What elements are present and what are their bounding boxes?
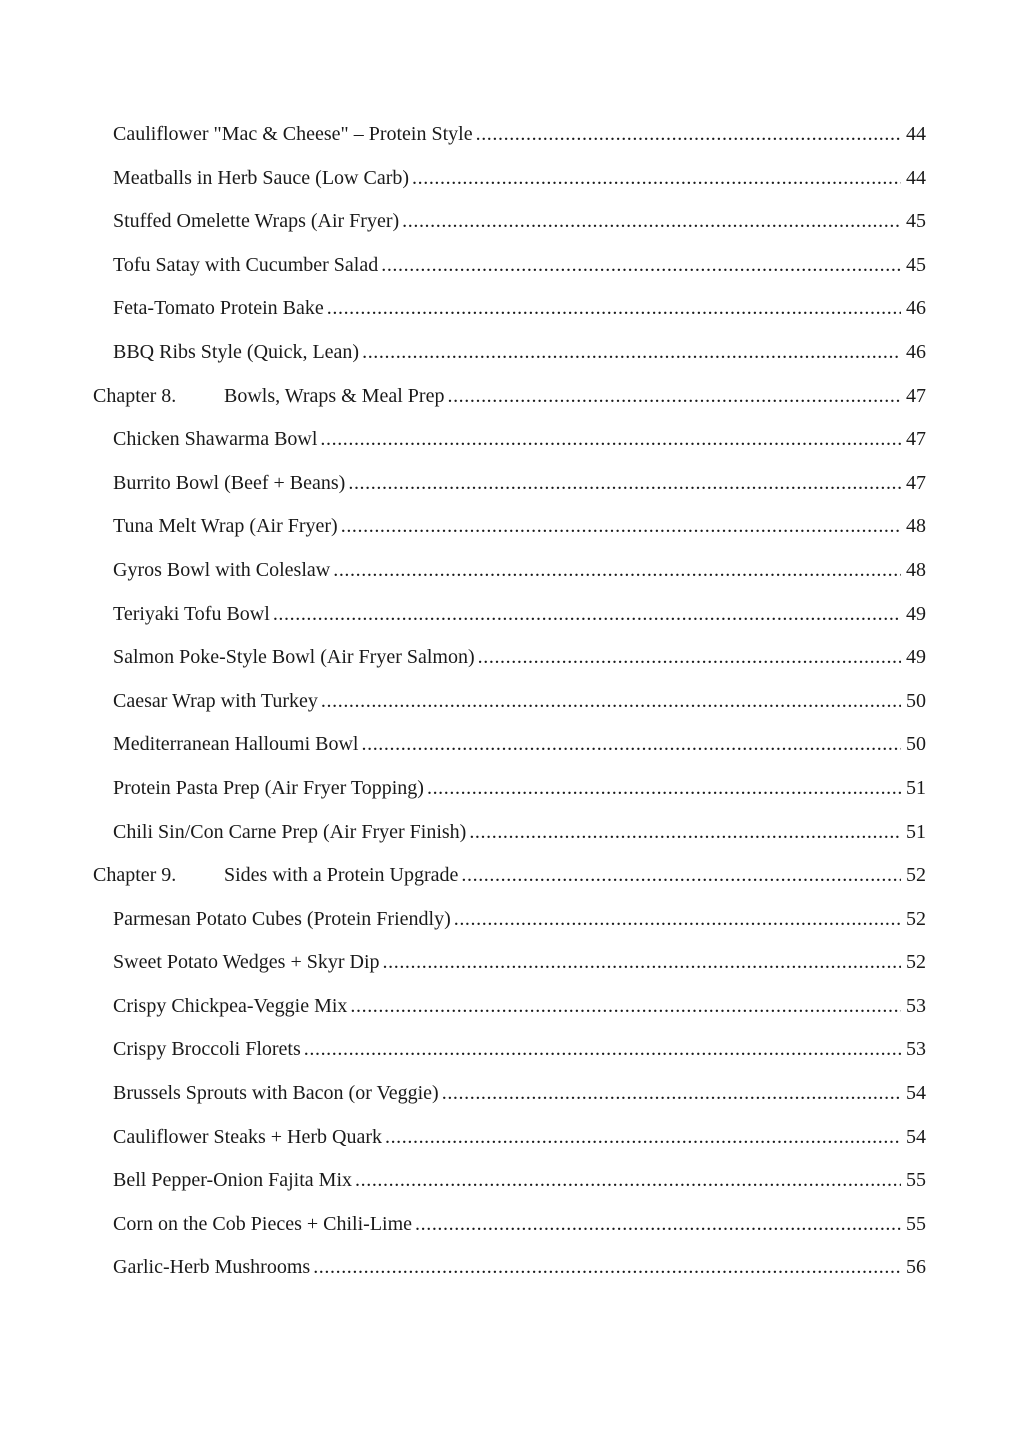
page-number: 55	[906, 1212, 926, 1235]
toc-row-content	[113, 1072, 926, 1116]
page-number: 53	[906, 994, 926, 1017]
entry-title: Parmesan Potato Cubes (Protein Friendly)	[113, 907, 451, 930]
entry-title: Crispy Chickpea-Veggie Mix	[113, 994, 348, 1017]
toc-row-content	[113, 1116, 926, 1160]
entry-title: Chili Sin/Con Carne Prep (Air Fryer Finish)	[113, 820, 467, 843]
page-number: 48	[906, 515, 926, 538]
page-number: 52	[906, 864, 926, 887]
dot-leader	[333, 549, 901, 593]
toc-entry-row[interactable]	[0, 331, 1019, 375]
toc-row-content	[93, 375, 926, 419]
entry-title: Gyros Bowl with Coleslaw	[113, 558, 331, 581]
page-number: 56	[906, 1256, 926, 1279]
dot-leader	[362, 723, 902, 767]
dot-leader	[476, 113, 901, 157]
table-of-contents	[0, 113, 1019, 1290]
dot-leader	[273, 593, 901, 637]
dot-leader	[320, 418, 901, 462]
toc-row-content	[93, 854, 926, 898]
toc-entry-row[interactable]	[0, 1116, 1019, 1160]
dot-leader	[321, 680, 901, 724]
chapter-number: Chapter 8.	[93, 384, 177, 407]
toc-entry-row[interactable]	[0, 636, 1019, 680]
toc-entry-row[interactable]	[0, 811, 1019, 855]
toc-row-content	[113, 418, 926, 462]
dot-leader	[402, 200, 901, 244]
toc-row-content	[113, 505, 926, 549]
entry-title: Meatballs in Herb Sauce (Low Carb)	[113, 166, 410, 189]
entry-title: Corn on the Cob Pieces + Chili-Lime	[113, 1212, 413, 1235]
page-number: 45	[906, 253, 926, 276]
toc-row-content	[113, 1203, 926, 1247]
page-number: 53	[906, 1038, 926, 1061]
toc-row-content	[113, 593, 926, 637]
page-number: 48	[906, 558, 926, 581]
toc-row-content	[113, 1246, 926, 1290]
dot-leader	[304, 1028, 901, 1072]
dot-leader	[348, 462, 901, 506]
toc-entry-row[interactable]	[0, 1203, 1019, 1247]
page-number: 46	[906, 297, 926, 320]
toc-row-content	[113, 767, 926, 811]
entry-title: Tuna Melt Wrap (Air Fryer)	[113, 515, 338, 538]
toc-row-content	[113, 985, 926, 1029]
entry-title: Garlic-Herb Mushrooms	[113, 1256, 311, 1279]
dot-leader	[454, 898, 901, 942]
entry-title: Mediterranean Halloumi Bowl	[113, 733, 359, 756]
entry-title: Bell Pepper-Onion Fajita Mix	[113, 1169, 353, 1192]
page-number: 54	[906, 1125, 926, 1148]
toc-row-content	[113, 200, 926, 244]
toc-entry-row[interactable]	[0, 462, 1019, 506]
toc-entry-row[interactable]	[0, 898, 1019, 942]
dot-leader	[383, 941, 901, 985]
toc-entry-row[interactable]	[0, 505, 1019, 549]
entry-title: Tofu Satay with Cucumber Salad	[113, 253, 379, 276]
entry-title: Feta-Tomato Protein Bake	[113, 297, 324, 320]
toc-entry-row[interactable]	[0, 200, 1019, 244]
page-number: 47	[906, 384, 926, 407]
toc-entry-row[interactable]	[0, 1028, 1019, 1072]
dot-leader	[313, 1246, 901, 1290]
page-number: 51	[906, 776, 926, 799]
toc-entry-row[interactable]	[0, 1246, 1019, 1290]
entry-title: Burrito Bowl (Beef + Beans)	[113, 471, 346, 494]
entry-title: Brussels Sprouts with Bacon (or Veggie)	[113, 1082, 439, 1105]
toc-row-content	[113, 811, 926, 855]
page-number: 47	[906, 428, 926, 451]
chapter-title: Sides with a Protein Upgrade	[224, 864, 459, 887]
toc-entry-row[interactable]	[0, 549, 1019, 593]
page-number: 46	[906, 340, 926, 363]
entry-title: Cauliflower "Mac & Cheese" – Protein Style	[113, 123, 473, 145]
toc-entry-row[interactable]	[0, 680, 1019, 724]
toc-row-content	[113, 636, 926, 680]
dot-leader	[385, 1116, 901, 1160]
dot-leader	[355, 1159, 901, 1203]
toc-chapter-row[interactable]	[0, 375, 1019, 419]
dot-leader	[461, 854, 901, 898]
dot-leader	[327, 287, 901, 331]
dot-leader	[362, 331, 901, 375]
dot-leader	[469, 811, 901, 855]
toc-entry-row[interactable]	[0, 941, 1019, 985]
entry-title: Stuffed Omelette Wraps (Air Fryer)	[113, 210, 400, 233]
toc-entry-row[interactable]	[0, 767, 1019, 811]
toc-entry-row[interactable]	[0, 723, 1019, 767]
toc-entry-row[interactable]	[0, 113, 1019, 157]
entry-title: Chicken Shawarma Bowl	[113, 428, 318, 451]
toc-row-content	[113, 1028, 926, 1072]
toc-row-content	[113, 898, 926, 942]
page-number: 49	[906, 646, 926, 669]
toc-entry-row[interactable]	[0, 985, 1019, 1029]
toc-entry-row[interactable]	[0, 244, 1019, 288]
page-number: 51	[906, 820, 926, 843]
page-number: 49	[906, 602, 926, 625]
page-number: 45	[906, 210, 926, 233]
entry-title: BBQ Ribs Style (Quick, Lean)	[113, 340, 360, 363]
dot-leader	[350, 985, 901, 1029]
dot-leader	[412, 157, 901, 201]
toc-entry-row[interactable]	[0, 1159, 1019, 1203]
page-number: 44	[906, 123, 926, 145]
toc-row-content	[113, 680, 926, 724]
toc-row-content	[113, 157, 926, 201]
toc-entry-row[interactable]	[0, 593, 1019, 637]
chapter-number: Chapter 9.	[93, 864, 177, 887]
page-number: 52	[906, 907, 926, 930]
dot-leader	[442, 1072, 901, 1116]
entry-title: Caesar Wrap with Turkey	[113, 689, 318, 712]
page-number: 50	[906, 733, 926, 756]
dot-leader	[447, 375, 901, 419]
dot-leader	[381, 244, 901, 288]
page-number: 50	[906, 689, 926, 712]
toc-entry-row[interactable]	[0, 418, 1019, 462]
toc-row-content	[113, 244, 926, 288]
toc-row-content	[113, 287, 926, 331]
toc-row-content	[113, 941, 926, 985]
dot-leader	[415, 1203, 901, 1247]
toc-entry-row[interactable]	[0, 287, 1019, 331]
entry-title: Cauliflower Steaks + Herb Quark	[113, 1125, 382, 1148]
toc-row-content	[113, 331, 926, 375]
toc-row-content	[113, 1159, 926, 1203]
toc-row-content	[113, 549, 926, 593]
chapter-title: Bowls, Wraps & Meal Prep	[224, 384, 445, 407]
page-number: 55	[906, 1169, 926, 1192]
dot-leader	[478, 636, 901, 680]
toc-row-content	[113, 462, 926, 506]
page-number: 54	[906, 1082, 926, 1105]
toc-row-content	[113, 113, 926, 157]
toc-row-content	[113, 723, 926, 767]
entry-title: Teriyaki Tofu Bowl	[113, 602, 270, 625]
page-number: 47	[906, 471, 926, 494]
entry-title: Crispy Broccoli Florets	[113, 1038, 301, 1061]
entry-title: Salmon Poke-Style Bowl (Air Fryer Salmon)	[113, 646, 475, 669]
dot-leader	[341, 505, 901, 549]
page-number: 44	[906, 166, 926, 189]
page-number: 52	[906, 951, 926, 974]
dot-leader	[427, 767, 901, 811]
entry-title: Protein Pasta Prep (Air Fryer Topping)	[113, 776, 424, 799]
entry-title: Sweet Potato Wedges + Skyr Dip	[113, 951, 380, 974]
toc-chapter-row[interactable]	[0, 854, 1019, 898]
toc-entry-row[interactable]	[0, 157, 1019, 201]
toc-entry-row[interactable]	[0, 1072, 1019, 1116]
